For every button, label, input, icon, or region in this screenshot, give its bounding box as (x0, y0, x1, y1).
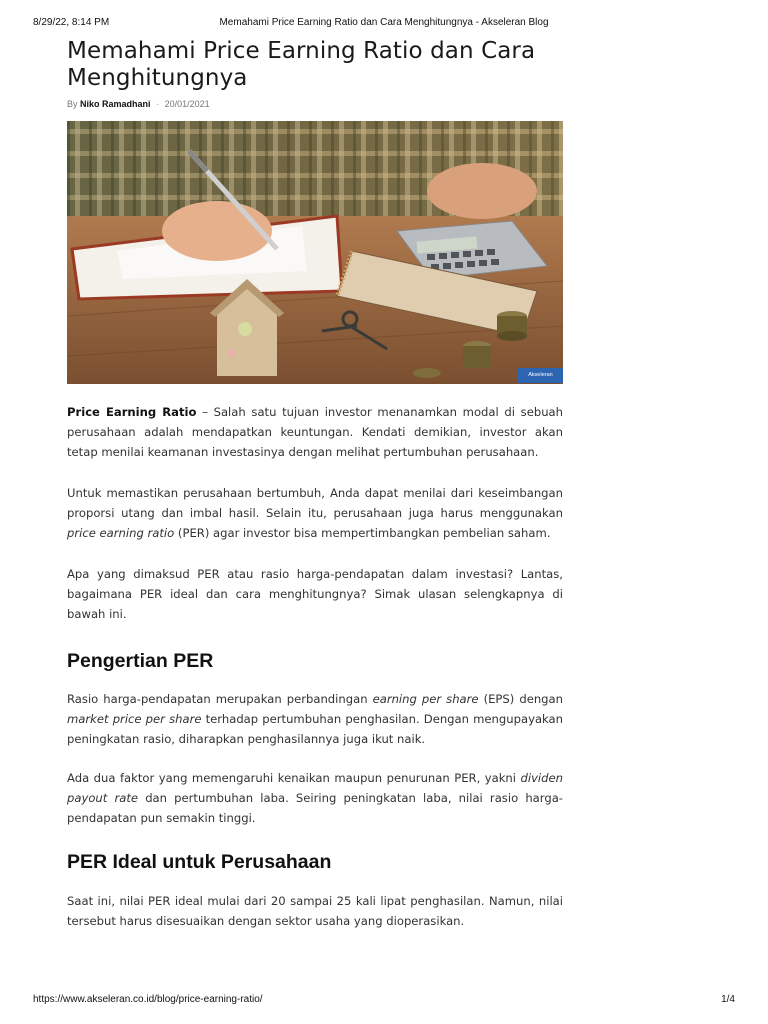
paragraph-text: Ada dua faktor yang memengaruhi kenaikan maupun penurunan PER, yakni (67, 771, 521, 785)
paragraph-text: terhadap pertumbuhan penghasilan. Dengan mengupayakan peningkatan rasio, diharapkan penghasilannya juga ikut naik. (67, 712, 564, 746)
paragraph: Saat ini, nilai PER ideal mulai dari 20 sampai 25 kali lipat penghasilan. Namun, nilai tersebut harus disesuaikan dengan sektor usaha yang dioperasikan. (67, 894, 563, 928)
article-title: Memahami Price Earning Ratio dan Cara Menghitungnya (67, 38, 536, 91)
paragraph: Apa yang dimaksud PER atau rasio harga-pendapatan dalam investasi? Lantas, bagaimana PER ideal dan cara menghitungnya? Simak ulasan selengkapnya di bawah ini. (67, 567, 563, 621)
paragraph-text: dan pertumbuhan laba. Seiring peningkatan laba, nilai rasio harga-pendapatan pun semakin tinggi. (67, 791, 563, 825)
paragraph-text: – Salah satu tujuan investor menanamkan modal di sebuah perusahaan adalah mendapatkan keuntungan. Kendati demikian, investor akan tetap menilai keamanan investasinya dengan melihat pertumbuhan perusahaan. (67, 405, 563, 459)
page-number: 1/4 (721, 994, 735, 1005)
print-header (33, 17, 735, 31)
akseleran-logo: Akseleran (518, 368, 563, 383)
paragraph-text: (EPS) dengan (478, 692, 563, 706)
print-footer (33, 994, 735, 1008)
byline (67, 98, 563, 110)
hero-illustration (67, 121, 563, 384)
author-link[interactable]: Niko Ramadhani (80, 99, 151, 109)
article (67, 38, 563, 931)
paragraph (67, 483, 563, 543)
hero-image (67, 121, 563, 384)
print-page-title: Memahami Price Earning Ratio dan Cara Menghitungnya - Akseleran Blog (219, 17, 549, 28)
paragraph-text: (PER) agar investor bisa mempertimbangkan pembelian saham. (174, 526, 551, 540)
italic-term: price earning ratio (67, 526, 175, 540)
paragraph (67, 768, 563, 828)
paragraph-intro (67, 402, 563, 462)
italic-term: earning per share (372, 692, 479, 706)
page-url[interactable]: https://www.akseleran.co.id/blog/price-earning-ratio/ (33, 994, 263, 1005)
byline-separator: - (156, 99, 160, 109)
paragraph (67, 689, 563, 749)
paragraph-text: Untuk memastikan perusahaan bertumbuh, Anda dapat menilai dari keseimbangan proporsi utang dan imbal hasil. Selain itu, perusahaan juga harus menggunakan (67, 486, 563, 520)
term-bold: Price Earning Ratio (67, 405, 197, 419)
print-datetime: 8/29/22, 8:14 PM (33, 17, 110, 28)
italic-term: market price per share (67, 712, 202, 726)
italic-term: dividen payout rate (67, 771, 563, 805)
publish-date: 20/01/2021 (164, 99, 210, 109)
section-heading: Pengertian PER (67, 650, 214, 672)
by-label: By (67, 99, 78, 109)
section-heading: PER Ideal untuk Perusahaan (67, 851, 332, 873)
paragraph-text: Rasio harga-pendapatan merupakan perbandingan (67, 692, 373, 706)
